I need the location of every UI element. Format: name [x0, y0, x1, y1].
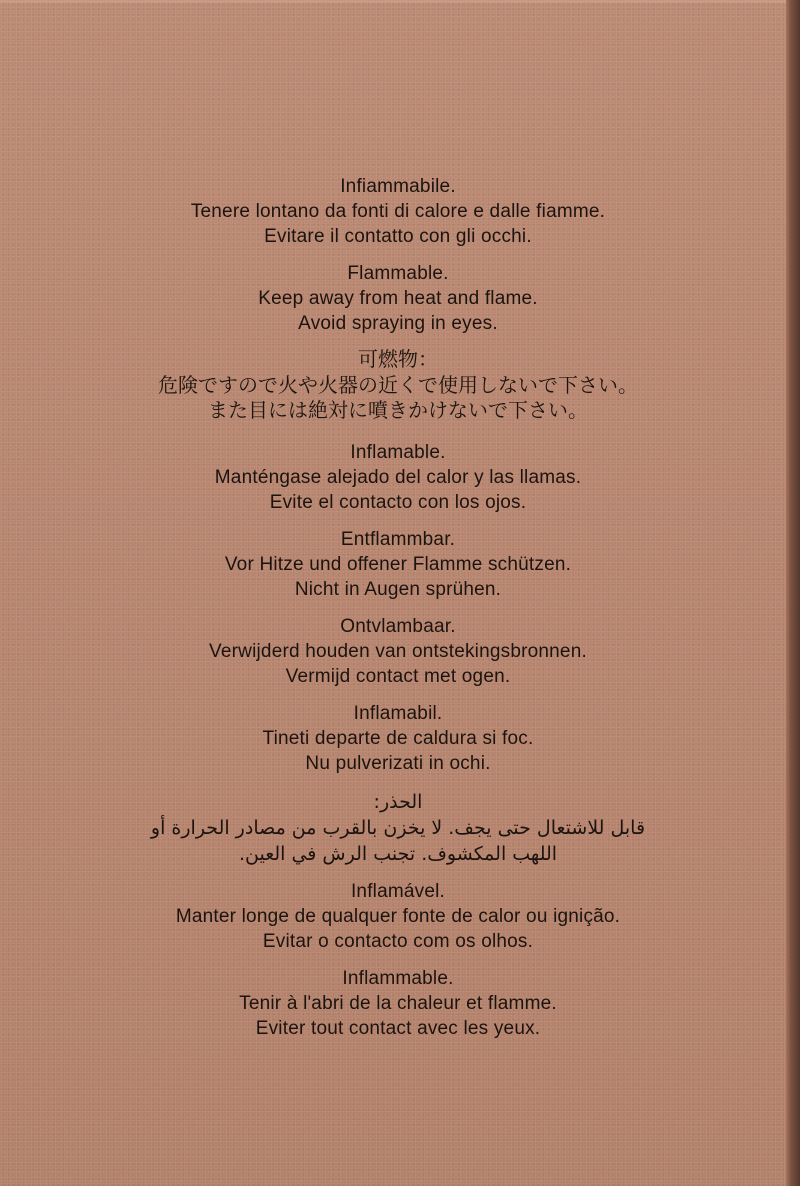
- warning-block-japanese: [0, 348, 796, 425]
- warning-line: Manténgase alejado del calor y las llamas.: [214, 467, 582, 488]
- warning-heading: Entflammbar.: [340, 529, 456, 550]
- warning-block-french: [0, 966, 796, 1041]
- warning-block-italian: [0, 174, 796, 249]
- warning-heading: الحذر:: [373, 791, 423, 813]
- warning-line: Manter longe de qualquer fonte de calor ou ignição.: [175, 906, 621, 927]
- warning-heading: 可燃物：: [358, 349, 438, 371]
- warning-line: Nu pulverizati in ochi.: [305, 753, 491, 774]
- warning-line: Tenir à l'abri de la chaleur et flamme.: [239, 993, 557, 1014]
- warning-block-spanish: [0, 440, 796, 515]
- warning-heading: Inflamável.: [350, 881, 446, 902]
- warning-heading: Ontvlambaar.: [340, 616, 456, 637]
- warning-block-english: [0, 261, 796, 336]
- warning-line: Tineti departe de caldura si foc.: [262, 728, 534, 749]
- warning-line: Evitar o contacto com os olhos.: [262, 931, 534, 952]
- warning-heading: Infiammabile.: [340, 176, 456, 197]
- warning-heading: Flammable.: [347, 263, 449, 284]
- warning-line: Vermijd contact met ogen.: [285, 666, 511, 687]
- warning-line: また目には絶対に噴きかけないで下さい。: [208, 400, 588, 422]
- warning-block-arabic: [0, 789, 796, 867]
- warning-line: قابل للاشتعال حتى يجف. لا يخزن بالقرب من مصادر الحرارة أو: [150, 817, 646, 839]
- warning-line: Evitare il contatto con gli occhi.: [264, 226, 532, 247]
- warning-line: Evite el contacto con los ojos.: [269, 492, 527, 513]
- warning-line: اللهب المكشوف. تجنب الرش في العين.: [238, 843, 558, 865]
- warning-line: Nicht in Augen sprühen.: [294, 579, 502, 600]
- warning-line: 危険ですので火や火器の近くで使用しないで下さい。: [158, 374, 638, 397]
- warning-block-dutch: [0, 614, 796, 689]
- warning-line: Keep away from heat and flame.: [258, 288, 538, 309]
- warning-line: Verwijderd houden van ontstekingsbronnen.: [209, 641, 587, 662]
- warning-line: Tenere lontano da fonti di calore e dalle fiamme.: [190, 201, 606, 222]
- warning-block-german: [0, 527, 796, 602]
- warning-line: Vor Hitze und offener Flamme schützen.: [224, 554, 572, 575]
- warning-heading: Inflamabil.: [353, 703, 443, 724]
- warning-line: Avoid spraying in eyes.: [298, 313, 498, 334]
- warning-heading: Inflamable.: [350, 442, 446, 463]
- warning-heading: Inflammable.: [342, 968, 454, 989]
- warning-block-romanian: [0, 701, 796, 776]
- card-top-edge: [0, 0, 786, 3]
- warning-block-portuguese: [0, 879, 796, 954]
- warning-line: Eviter tout contact avec les yeux.: [255, 1018, 541, 1039]
